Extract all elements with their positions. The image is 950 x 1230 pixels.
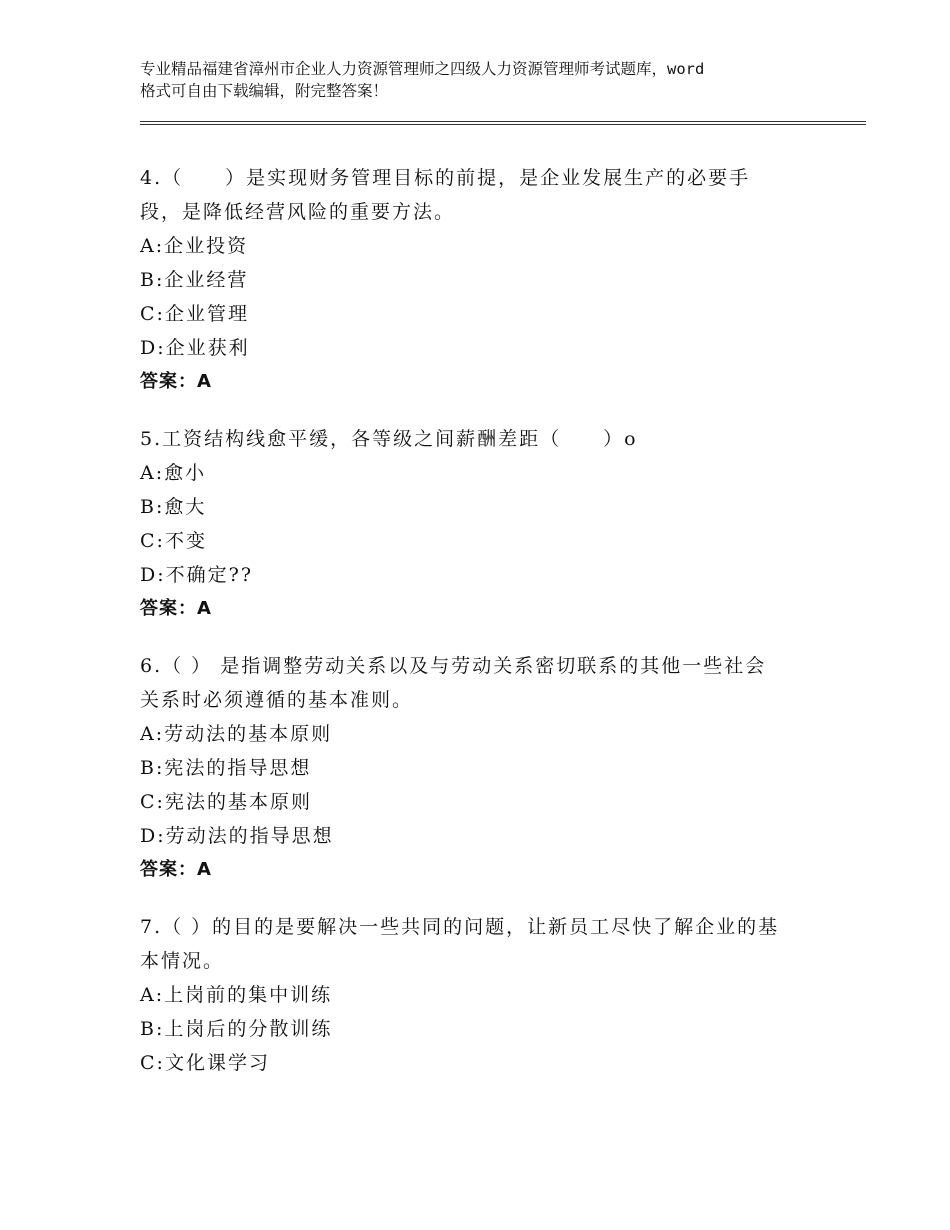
- option-text: 上岗后的分散训练: [164, 1018, 333, 1040]
- option-text: 劳动法的基本原则: [164, 723, 333, 745]
- option-key: B:: [140, 269, 165, 291]
- option-c: [140, 524, 820, 558]
- option-text: 文化课学习: [164, 1052, 270, 1074]
- option-text: 企业投资: [164, 235, 249, 257]
- question-stem-line: 本情况。: [140, 950, 225, 972]
- question-7: [140, 910, 820, 1080]
- option-text: 上岗前的集中训练: [164, 984, 333, 1006]
- option-a: [140, 229, 820, 263]
- answer-label: 答案：A: [140, 371, 212, 392]
- question-stem-line: 4.（ ）是实现财务管理目标的前提，是企业发展生产的必要手: [140, 167, 751, 189]
- option-key: A:: [140, 235, 165, 257]
- question-stem-line: 7.（ ）的目的是要解决一些共同的问题，让新员工尽快了解企业的基: [140, 916, 780, 938]
- question-stem-line: 段，是降低经营风险的重要方法。: [140, 201, 456, 223]
- option-key: D:: [140, 337, 166, 359]
- option-key: C:: [140, 530, 165, 552]
- option-text: 不确定??: [165, 564, 254, 586]
- option-b: [140, 1012, 820, 1046]
- option-text: 企业经营: [164, 269, 249, 291]
- question-list: [140, 161, 820, 1103]
- option-text: 宪法的基本原则: [164, 791, 312, 813]
- option-key: B:: [140, 757, 165, 779]
- option-text: 宪法的指导思想: [164, 757, 312, 779]
- header-divider-top: [140, 121, 866, 122]
- option-text: 愈小: [164, 462, 207, 484]
- option-a: [140, 978, 820, 1012]
- option-d: [140, 558, 820, 592]
- option-c: [140, 785, 820, 819]
- option-key: C:: [140, 791, 165, 813]
- question-6: [140, 649, 820, 887]
- option-key: A:: [140, 462, 165, 484]
- option-text: 劳动法的指导思想: [165, 825, 334, 847]
- question-5: [140, 422, 820, 626]
- option-a: [140, 456, 820, 490]
- option-text: 企业获利: [165, 337, 250, 359]
- answer-label: 答案：A: [140, 859, 212, 880]
- question-stem-line: 关系时必须遵循的基本准则。: [140, 689, 414, 711]
- option-b: [140, 490, 820, 524]
- option-text: 企业管理: [164, 303, 249, 325]
- answer-label: 答案：A: [140, 598, 212, 619]
- option-key: D:: [140, 564, 166, 586]
- option-d: [140, 331, 820, 365]
- document-header: [140, 58, 840, 102]
- option-text: 愈大: [164, 496, 207, 518]
- option-key: A:: [140, 723, 165, 745]
- option-a: [140, 717, 820, 751]
- option-c: [140, 297, 820, 331]
- header-title-line-1: 专业精品福建省漳州市企业人力资源管理师之四级人力资源管理师考试题库，word: [140, 60, 705, 78]
- option-b: [140, 751, 820, 785]
- option-c: [140, 1046, 820, 1080]
- header-title-line-2: 格式可自由下载编辑，附完整答案！: [140, 82, 389, 100]
- option-d: [140, 819, 820, 853]
- option-key: B:: [140, 496, 165, 518]
- option-text: 不变: [164, 530, 207, 552]
- question-4: [140, 161, 820, 399]
- option-key: A:: [140, 984, 165, 1006]
- option-key: C:: [140, 1052, 165, 1074]
- question-stem-line: 5.工资结构线愈平缓，各等级之间薪酬差距（ ）o: [140, 428, 638, 450]
- header-divider-bottom: [140, 124, 866, 125]
- question-stem-line: 6.（ ） 是指调整劳动关系以及与劳动关系密切联系的其他一些社会: [140, 655, 767, 677]
- option-key: C:: [140, 303, 165, 325]
- option-b: [140, 263, 820, 297]
- option-key: B:: [140, 1018, 165, 1040]
- option-key: D:: [140, 825, 166, 847]
